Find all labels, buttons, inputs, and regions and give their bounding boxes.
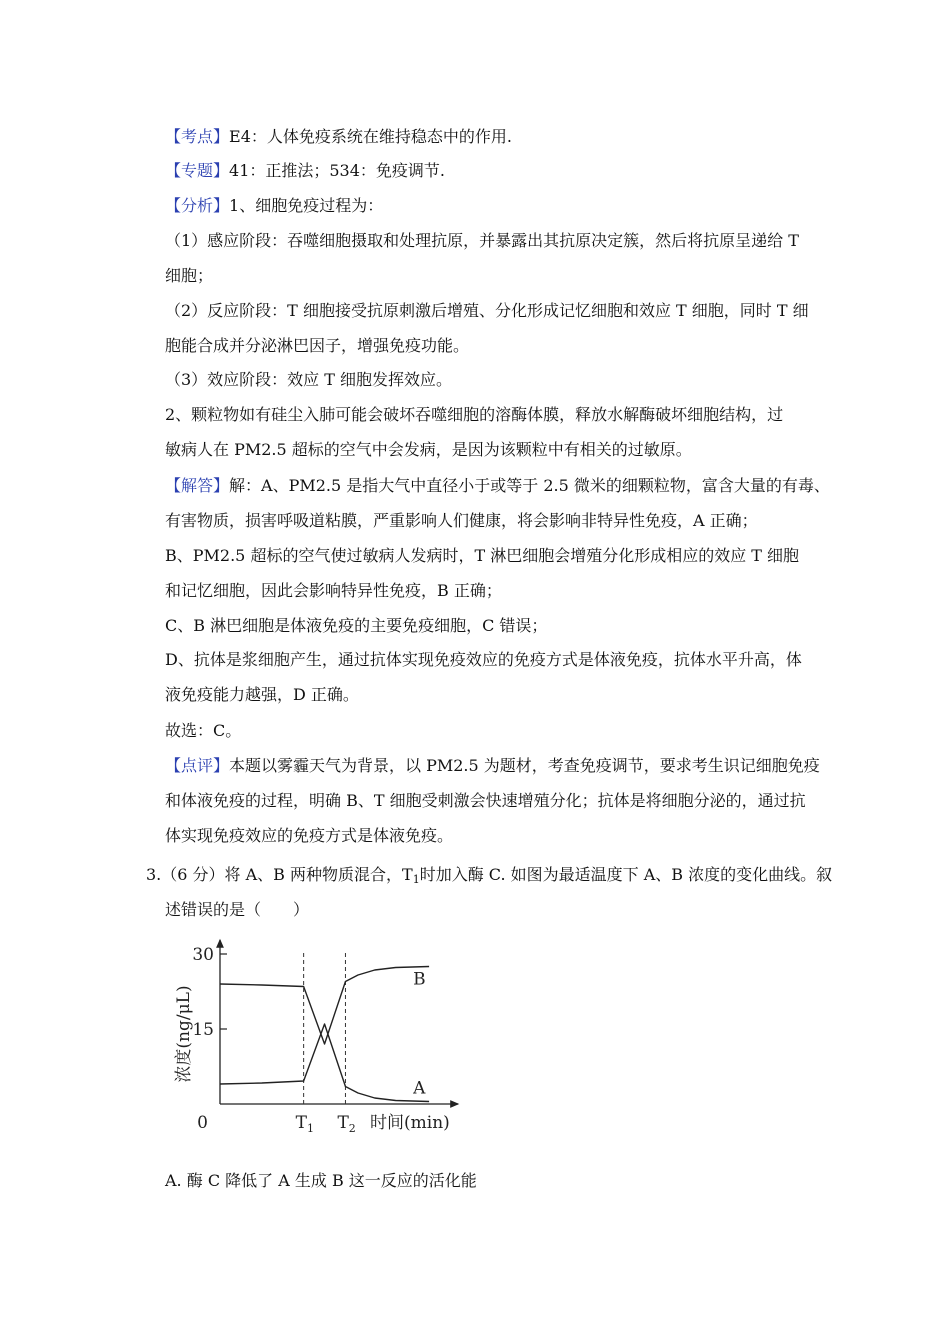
question-stem	[146, 865, 832, 890]
text-line: 敏病人在 PM2.5 超标的空气中会发病，是因为该颗粒中有相关的过敏原。	[165, 440, 692, 459]
chart-guides	[304, 952, 346, 1104]
option-a: A. 酶 C 降低了 A 生成 B 这一反应的活化能	[165, 1171, 477, 1190]
y-axis-label: 浓度(ng/μL)	[174, 985, 194, 1083]
jieda-text: 解：A、PM2.5 是指大气中直径小于或等于 2.5 微米的细颗粒物，富含大量的有毒、	[229, 476, 830, 495]
kaodian-tag: 【考点】	[165, 127, 230, 146]
text-line: （3）效应阶段：效应 T 细胞发挥效应。	[165, 370, 453, 389]
question-number: 3.	[146, 865, 162, 884]
chart-labels	[174, 945, 450, 1135]
jieda-line	[165, 476, 830, 496]
series-line-a	[220, 1024, 429, 1102]
text-line: C、B 淋巴细胞是体液免疫的主要免疫细胞，C 错误；	[165, 616, 548, 635]
text-line: 2、颗粒物如有硅尘入肺可能会破坏吞噬细胞的溶酶体膜，释放水解酶破坏细胞结构，过	[165, 405, 784, 424]
text-line: 有害物质，损害呼吸道粘膜，严重影响人们健康，将会影响非特异性免疫，A 正确；	[165, 511, 758, 530]
fenxi-tag: 【分析】	[165, 196, 230, 215]
stem-part: （6 分）将 A、B 两种物质混合，T	[161, 865, 413, 884]
kaodian-line	[165, 127, 512, 147]
series-label-b: B	[413, 969, 426, 990]
text-line: D、抗体是浆细胞产生，通过抗体实现免疫效应的免疫方式是体液免疫，抗体水平升高，体	[165, 650, 802, 669]
zhuanti-text: 41：正推法；534：免疫调节.	[229, 161, 446, 180]
y-tick-label: 30	[192, 945, 214, 965]
series-line-b	[220, 967, 429, 1045]
kaodian-text: E4：人体免疫系统在维持稳态中的作用.	[229, 127, 512, 146]
origin-label: 0	[197, 1113, 208, 1133]
y-tick-label: 15	[192, 1020, 214, 1040]
dianping-tag: 【点评】	[165, 756, 230, 775]
time-marker-label: $T_1$	[295, 1113, 314, 1135]
dianping-text: 本题以雾霾天气为背景，以 PM2.5 为题材，考查免疫调节，要求考生识记细胞免疫	[229, 756, 820, 775]
dianping-line	[165, 756, 820, 776]
fenxi-text: 1、细胞免疫过程为：	[229, 196, 384, 215]
text-line: 故选：C。	[165, 721, 242, 740]
jieda-tag: 【解答】	[165, 476, 230, 495]
stem-subscript: 1	[412, 873, 420, 886]
text-line: 胞能合成并分泌淋巴因子，增强免疫功能。	[165, 336, 470, 355]
text-line: （2）反应阶段：T 细胞接受抗原刺激后增殖、分化形成记忆细胞和效应 T 细胞，同时 T 细	[165, 301, 809, 320]
stem-part: 时加入酶 C. 如图为最适温度下 A、B 浓度的变化曲线。叙	[419, 865, 833, 884]
text-line: 和记忆细胞，因此会影响特异性免疫，B 正确；	[165, 581, 502, 600]
concentration-chart	[165, 930, 465, 1140]
series-label-a: A	[413, 1078, 426, 1099]
chart-series	[220, 967, 429, 1102]
fenxi-line	[165, 196, 383, 216]
question-stem-line2: 述错误的是（ ）	[165, 900, 310, 919]
text-line: B、PM2.5 超标的空气使过敏病人发病时，T 淋巴细胞会增殖分化形成相应的效应 T 细胞	[165, 546, 800, 565]
text-line: 细胞；	[165, 266, 214, 285]
text-line: 体实现免疫效应的免疫方式是体液免疫。	[165, 826, 454, 845]
text-line: 液免疫能力越强，D 正确。	[165, 685, 359, 704]
text-line: 和体液免疫的过程，明确 B、T 细胞受刺激会快速增殖分化；抗体是将细胞分泌的，通过抗	[165, 791, 806, 810]
zhuanti-tag: 【专题】	[165, 161, 230, 180]
text-line: （1）感应阶段：吞噬细胞摄取和处理抗原，并暴露出其抗原决定簇，然后将抗原呈递给 T	[165, 231, 799, 250]
x-axis-label: 时间(min)	[370, 1113, 450, 1133]
time-marker-label: $T_2$	[337, 1113, 356, 1135]
zhuanti-line	[165, 161, 445, 181]
